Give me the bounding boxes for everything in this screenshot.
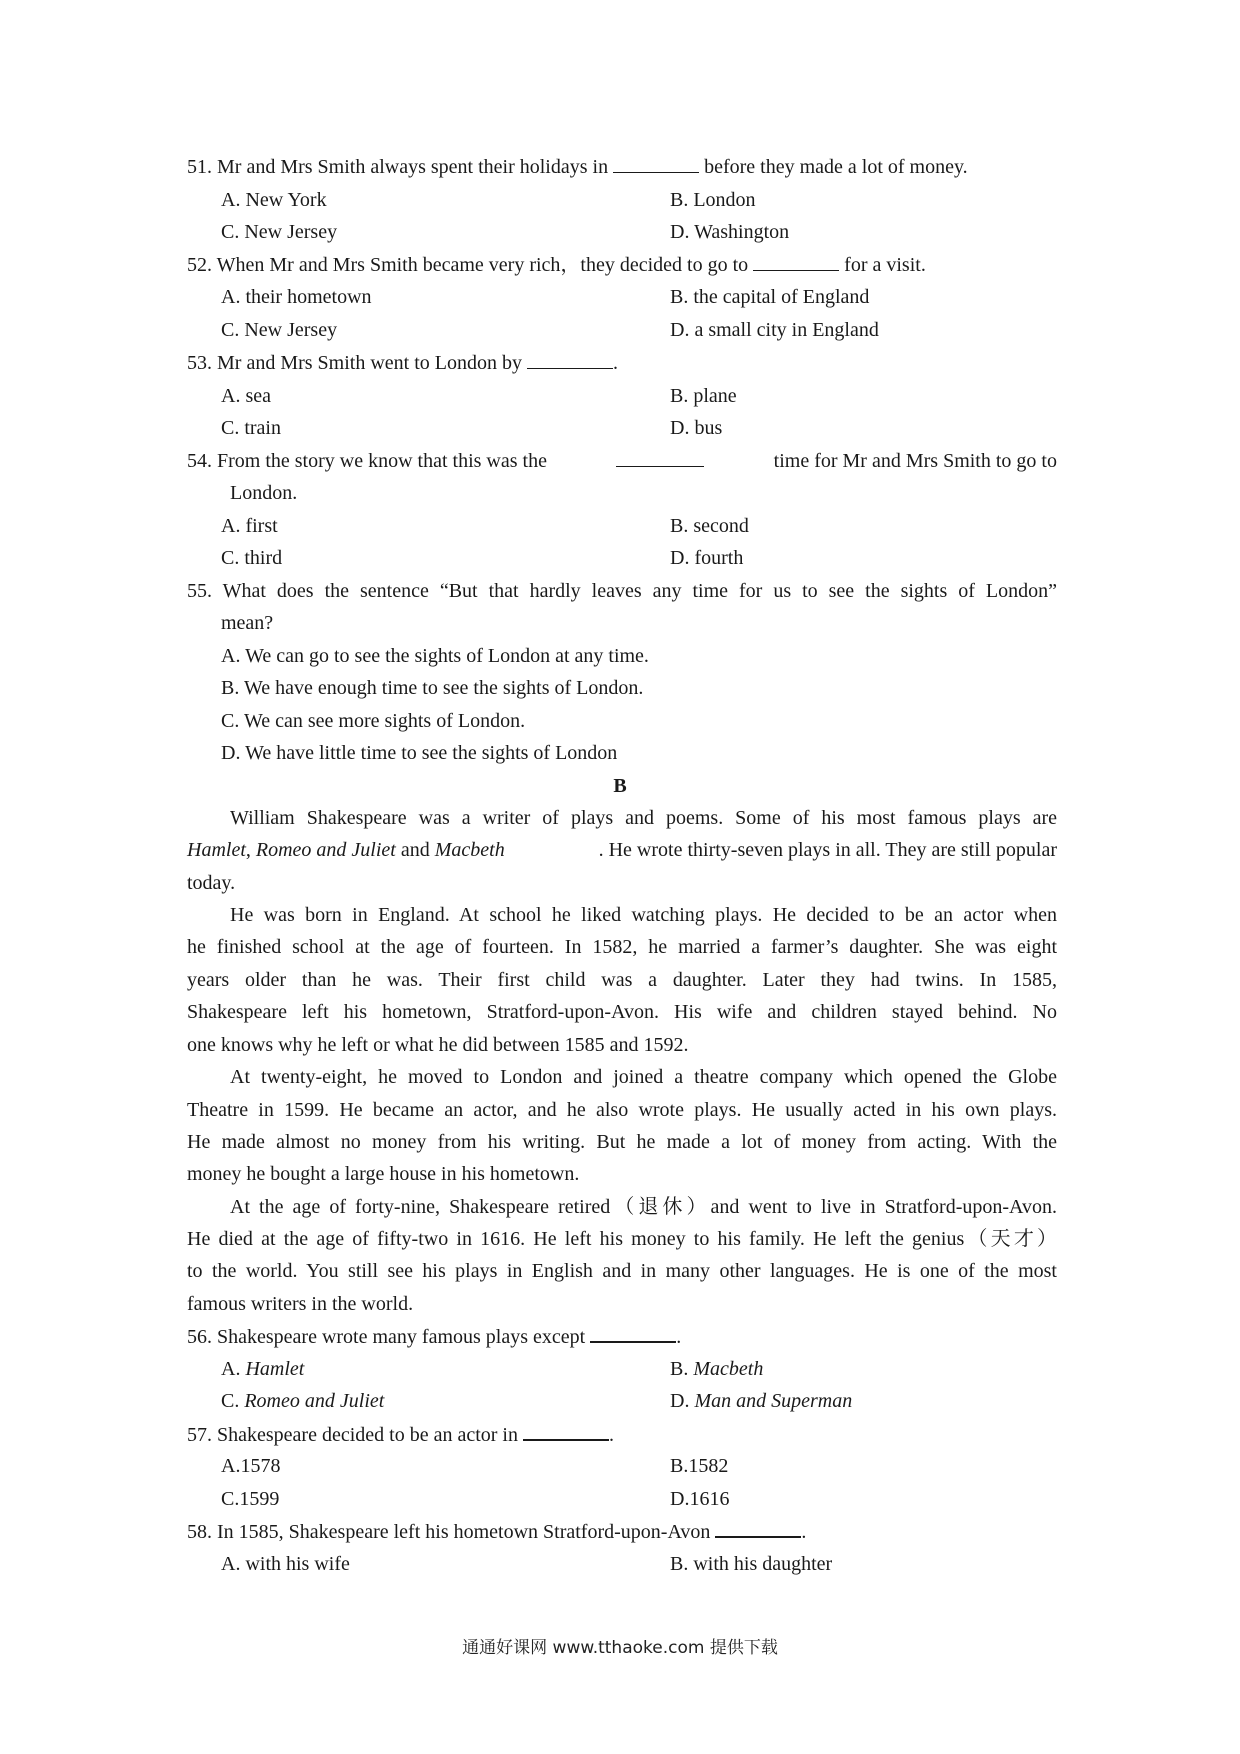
page-footer: 通通好课网 www.tthaoke.com 提供下载: [462, 1638, 778, 1658]
option-d: D. bus: [670, 417, 723, 439]
answer-blank: [590, 1323, 676, 1343]
answer-blank: [715, 1518, 801, 1538]
option-c: C. We can see more sights of London.: [221, 710, 526, 732]
option-d: D. We have little time to see the sights of London: [221, 742, 618, 764]
question-text: Shakespeare decided to be an actor in: [217, 1424, 523, 1446]
play-title: Romeo and Juliet: [244, 1390, 385, 1412]
passage-line: years older than he was. Their first child was a daughter. Later they had twins. In 1585,: [187, 969, 1057, 991]
question-54: [187, 448, 1057, 474]
passage-line: money he bought a large house in his hometown.: [187, 1163, 580, 1185]
passage-line: He made almost no money from his writing. But he made a lot of money from acting. With the: [187, 1131, 1057, 1153]
option-c: C. New Jersey: [221, 221, 338, 243]
option-b: B. with his daughter: [670, 1553, 833, 1575]
question-52: [187, 252, 926, 278]
passage-line: Theatre in 1599. He became an actor, and he also wrote plays. He usually acted in his own plays.: [187, 1099, 1057, 1121]
option-a: A. sea: [221, 385, 271, 407]
question-text: Shakespeare wrote many famous plays except: [217, 1326, 591, 1348]
question-text-end: .: [613, 352, 618, 374]
question-continuation: London.: [230, 482, 298, 504]
question-number: 57.: [187, 1424, 217, 1446]
option-d: D. fourth: [670, 547, 744, 569]
option-a: A. New York: [221, 189, 327, 211]
question-57: [187, 1421, 614, 1448]
option-a: A. We can go to see the sights of London at any time.: [221, 645, 649, 667]
question-text-end: .: [608, 1424, 614, 1446]
passage-line: William Shakespeare was a writer of plays and poems. Some of his most famous plays are: [230, 807, 1057, 829]
question-text-end: .: [676, 1326, 682, 1348]
passage-line: Shakespeare left his hometown, Stratford-upon-Avon. His wife and children stayed behind. No: [187, 1001, 1057, 1023]
option-a: A. with his wife: [221, 1553, 350, 1575]
section-heading: B: [613, 775, 627, 797]
passage-line: he finished school at the age of fourteen. In 1582, he married a farmer’s daughter. She was eight: [187, 936, 1057, 958]
question-text: When Mr and Mrs Smith became very rich，they decided to go to: [216, 254, 754, 276]
option-d: D. Washington: [670, 221, 790, 243]
question-number: 52.: [187, 254, 217, 276]
option-a: A.1578: [221, 1455, 281, 1477]
option-c: C. Romeo and Juliet: [221, 1390, 385, 1412]
option-d: D. a small city in England: [670, 319, 879, 341]
passage-line: He died at the age of fifty-two in 1616. He left his money to his family. He left the genius（天才）: [187, 1228, 1057, 1250]
question-58: [187, 1518, 806, 1545]
question-53: [187, 350, 618, 376]
play-title: Romeo and Juliet: [255, 839, 396, 861]
question-text-end: .: [801, 1521, 807, 1543]
answer-blank: [527, 350, 613, 369]
question-text: Mr and Mrs Smith went to London by: [217, 352, 527, 374]
question-number: 58.: [187, 1521, 217, 1543]
answer-blank: [753, 252, 839, 271]
play-title: Macbeth: [693, 1358, 764, 1380]
passage-line: to the world. You still see his plays in English and in many other languages. He is one of the most: [187, 1260, 1057, 1282]
option-b: B. London: [670, 189, 756, 211]
option-b: B.1582: [670, 1455, 729, 1477]
option-a: A. Hamlet: [221, 1358, 305, 1380]
question-continuation: mean?: [221, 612, 274, 634]
passage-line: famous writers in the world.: [187, 1293, 414, 1315]
question-text: Mr and Mrs Smith always spent their holidays in: [217, 156, 614, 178]
question-56: [187, 1323, 681, 1350]
option-c: C.1599: [221, 1488, 280, 1510]
play-title: Hamlet: [245, 1358, 305, 1380]
answer-blank: [616, 448, 704, 467]
answer-blank: [523, 1421, 609, 1441]
option-c: C. third: [221, 547, 283, 569]
question-number: 53.: [187, 352, 217, 374]
question-51: [187, 154, 968, 180]
answer-blank: [613, 154, 699, 173]
option-d: D.1616: [670, 1488, 730, 1510]
option-b: B. Macbeth: [670, 1358, 764, 1380]
option-b: B. second: [670, 515, 749, 537]
question-55: 55. What does the sentence “But that hardly leaves any time for us to see the sights of London”: [187, 580, 1057, 602]
question-text: 54. From the story we know that this was the: [187, 450, 547, 472]
question-text: In 1585, Shakespeare left his hometown Stratford-upon-Avon: [217, 1521, 716, 1543]
passage-line: He was born in England. At school he liked watching plays. He decided to be an actor when: [230, 904, 1057, 926]
passage-line: Hamlet, Romeo and Juliet and Macbeth . He wrote thirty-seven plays in all. They are still popular: [187, 839, 1057, 861]
play-title: Macbeth: [434, 839, 505, 861]
option-d: D. Man and Superman: [670, 1390, 853, 1412]
passage-line: today.: [187, 872, 236, 894]
option-b: B. plane: [670, 385, 737, 407]
option-b: B. We have enough time to see the sights of London.: [221, 677, 644, 699]
option-c: C. train: [221, 417, 281, 439]
question-number: 56.: [187, 1326, 217, 1348]
question-number: 51.: [187, 156, 217, 178]
question-text-end: before they made a lot of money.: [699, 156, 968, 178]
passage-line: At twenty-eight, he moved to London and joined a theatre company which opened the Globe: [230, 1066, 1057, 1088]
play-title: Hamlet: [187, 839, 246, 861]
option-b: B. the capital of England: [670, 286, 870, 308]
play-title: Man and Superman: [694, 1390, 853, 1412]
passage-line: At the age of forty-nine, Shakespeare retired（退休）and went to live in Stratford-upon-Avon.: [230, 1196, 1057, 1218]
option-c: C. New Jersey: [221, 319, 338, 341]
option-a: A. first: [221, 515, 278, 537]
passage-line: one knows why he left or what he did between 1585 and 1592.: [187, 1034, 689, 1056]
question-text-end: for a visit.: [839, 254, 926, 276]
option-a: A. their hometown: [221, 286, 372, 308]
question-text-end: time for Mr and Mrs Smith to go to: [773, 450, 1057, 472]
